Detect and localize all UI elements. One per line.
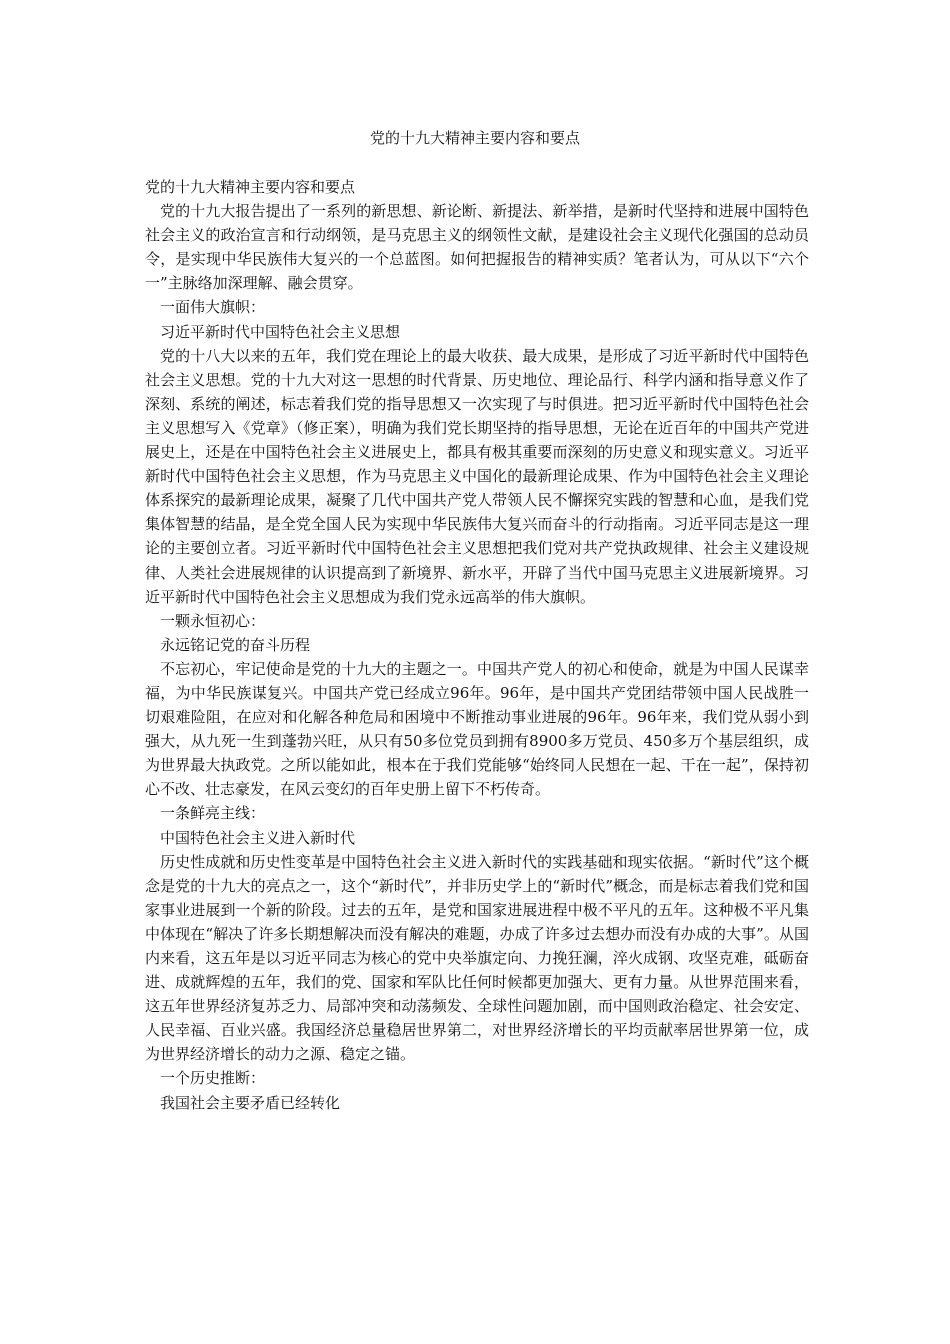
paragraph-thought: 党的十八大以来的五年，我们党在理论上的最大收获、最大成果，是形成了习近平新时代中国特色社会主义思想。党的十九大对这一思想的时代背景、历史地位、理论品行、科学内涵和指导意义作了深刻、系统的阐述，标志着我们党的指导思想又一次实现了与时俱进。把习近平新时代中国特色社会主义思想写入《党章》（修正案），明确为我们党长期坚持的指导思想，无论在近百年的中国共产党进展史上，还是在中国特色社会主义进展史上，都具有极其重要而深刻的历史意义和现实意义。习近平新时代中国特色社会主义思想，作为马克思主义中国化的最新理论成果、作为中国特色社会主义理论体系探究的最新理论成果，凝聚了几代中国共产党人带领人民不懈探究实践的智慧和心血，是我们党集体智慧的结晶，是全党全国人民为实现中华民族伟大复兴而奋斗的行动指南。习近平同志是这一理论的主要创立者。习近平新时代中国特色社会主义思想把我们党对共产党执政规律、社会主义建设规律、人类社会进展规律的认识提高到了新境界、新水平，开辟了当代中国马克思主义进展新境界。习近平新时代中国特色社会主义思想成为我们党永远高举的伟大旗帜。: [145, 346, 809, 606]
paragraph-new-era: 历史性成就和历史性变革是中国特色社会主义进入新时代的实践基础和现实依据。“新时代”这个概念是党的十九大的亮点之一，这个“新时代”，并非历史学上的“新时代”概念，而是标志着我们党和国家事业进展到一个新的阶段。过去的五年，是党和国家进展进程中极不平凡的五年。这种极不平凡集中体现在“解决了许多长期想解决而没有解决的难题，办成了许多过去想办而没有办成的大事”。从国内来看，这五年是以习近平同志为核心的党中央举旗定向、力挽狂澜，淬火成钢、攻坚克难，砥砺奋进、成就辉煌的五年，我们的党、国家和军队比任何时候都更加强大、更有力量。从世界范围来看，这五年世界经济复苏乏力、局部冲突和动荡频发、全球性问题加剧，而中国则政治稳定、社会安定、人民幸福、百业兴盛。我国经济总量稳居世界第二，对世界经济增长的平均贡献率居世界第一位，成为世界经济增长的动力之源、稳定之锚。: [145, 852, 809, 1064]
section-subheading-history: 永远铭记党的奋斗历程: [160, 635, 311, 654]
paragraph-subtitle: 党的十九大精神主要内容和要点: [145, 178, 356, 196]
paragraph-history: 不忘初心，牢记使命是党的十九大的主题之一。中国共产党人的初心和使命，就是为中国人民谋幸福，为中华民族谋复兴。中国共产党已经成立96年。96年，是中国共产党团结带领中国人民战胜一切艰难险阻，在应对和化解各种危局和困境中不断推动事业进展的96年。96年来，我们党从弱小到强大，从九死一生到蓬勃兴旺，从只有50多位党员到拥有8900多万党员、450多万个基层组织，成为世界最大执政党。之所以能如此，根本在于我们党能够“始终同人民想在一起、干在一起”，保持初心不改、壮志豪发，在风云变幻的百年史册上留下不朽传奇。: [145, 659, 809, 799]
section-subheading-contradiction: 我国社会主要矛盾已经转化: [160, 1093, 341, 1112]
section-heading-judgment: 一个历史推断：: [160, 1069, 266, 1088]
document-body: [145, 175, 809, 1115]
page-title: 党的十九大精神主要内容和要点: [369, 129, 580, 147]
section-subheading-thought: 习近平新时代中国特色社会主义思想: [160, 322, 401, 341]
section-heading-heart: 一颗永恒初心：: [160, 611, 266, 630]
section-heading-banner: 一面伟大旗帜：: [160, 298, 266, 317]
section-heading-mainline: 一条鲜亮主线：: [160, 804, 266, 823]
section-subheading-new-era: 中国特色社会主义进入新时代: [160, 828, 356, 847]
paragraph-intro: 党的十九大报告提出了一系列的新思想、新论断、新提法、新举措，是新时代坚持和进展中国特色社会主义的政治宣言和行动纲领，是马克思主义的纲领性文献，是建设社会主义现代化强国的总动员令，是实现中华民族伟大复兴的一个总蓝图。如何把握报告的精神实质？笔者认为，可从以下“六个一”主脉络加深理解、融会贯穿。: [145, 202, 809, 293]
